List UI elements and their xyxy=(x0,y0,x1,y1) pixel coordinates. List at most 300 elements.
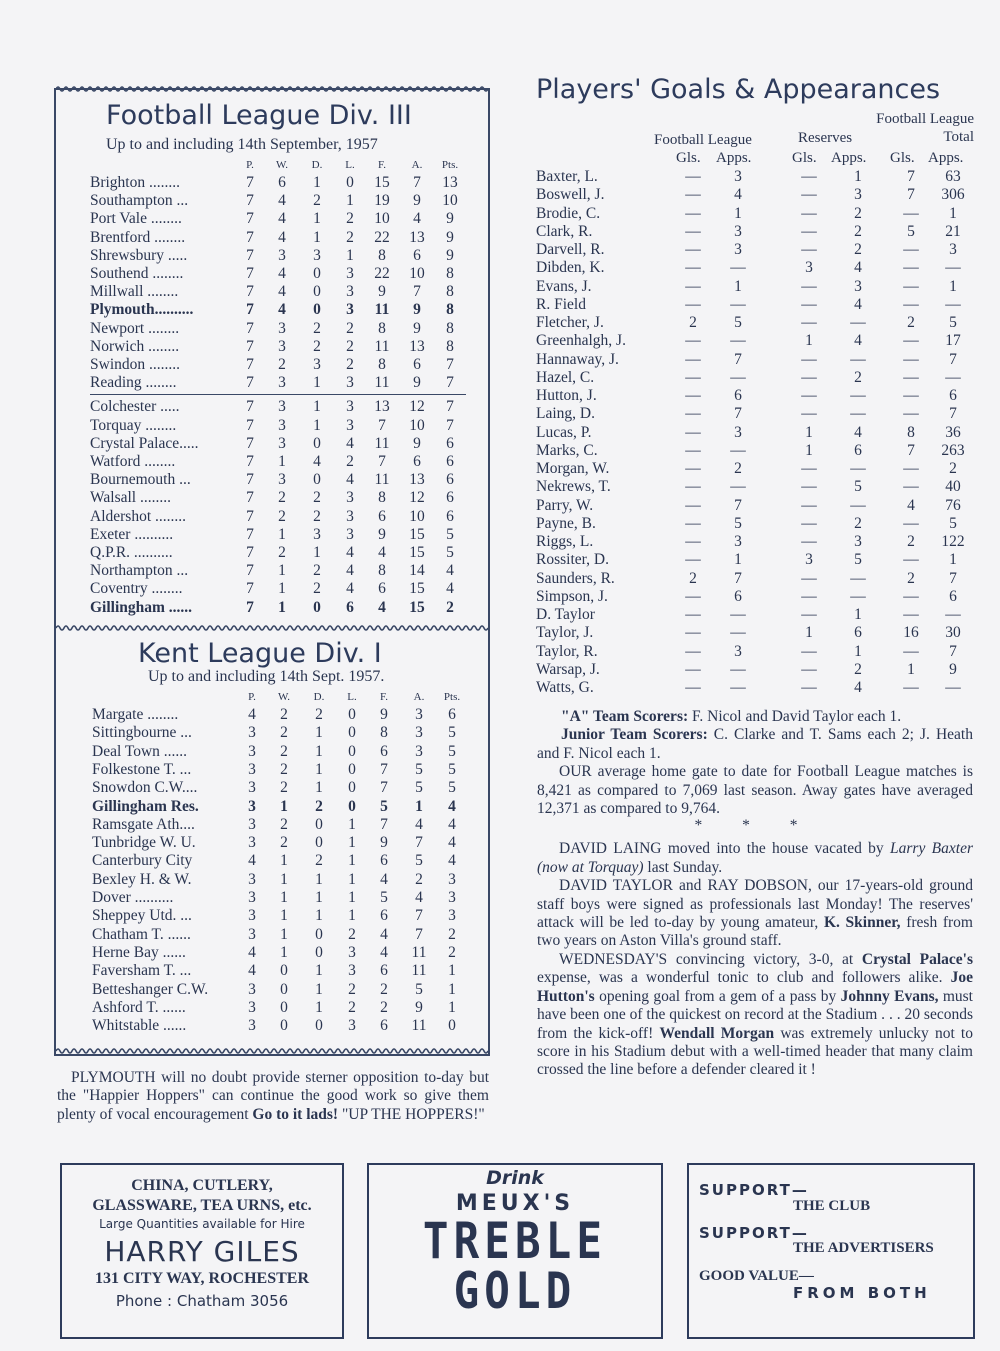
player-name: Clark, R. xyxy=(536,222,593,240)
col-header-d: D. xyxy=(311,159,323,171)
cell-a: 9 xyxy=(413,319,421,337)
cell-w: 2 xyxy=(280,834,288,852)
cell-pts: 4 xyxy=(448,834,456,852)
player-stat: 1 xyxy=(805,423,813,441)
table-row xyxy=(90,320,510,338)
player-stat: — xyxy=(801,204,817,222)
cell-p: 7 xyxy=(246,283,254,301)
cell-d: 0 xyxy=(313,283,321,301)
table-row xyxy=(90,435,510,453)
player-stat: 3 xyxy=(854,277,862,295)
cell-w: 4 xyxy=(278,283,286,301)
player-stat: 1 xyxy=(734,277,742,295)
cell-w: 1 xyxy=(280,943,288,961)
cell-f: 6 xyxy=(380,1017,388,1035)
player-stat: — xyxy=(685,478,701,496)
player-stat: — xyxy=(850,350,866,368)
laing-tail: last Sunday. xyxy=(643,858,723,876)
player-stat: — xyxy=(945,679,961,696)
player-name: Saunders, R. xyxy=(536,569,615,587)
cell-f: 6 xyxy=(378,507,386,525)
cell-f: 4 xyxy=(380,943,388,961)
cell-pts: 0 xyxy=(448,1017,456,1035)
cell-p: 7 xyxy=(246,319,254,337)
player-stat: — xyxy=(685,660,701,678)
cell-pts: 5 xyxy=(446,544,454,561)
player-stat: 122 xyxy=(941,533,965,550)
player-stat: — xyxy=(801,222,817,240)
player-stat: — xyxy=(685,441,701,459)
cell-f: 8 xyxy=(378,489,386,507)
player-stat: 6 xyxy=(854,624,862,642)
cell-d: 2 xyxy=(313,580,321,598)
table-row xyxy=(536,478,976,496)
team-name: Bournemouth ... xyxy=(90,471,191,489)
plymouth-note xyxy=(57,1069,489,1124)
cell-d: 0 xyxy=(315,1017,323,1035)
cell-l: 0 xyxy=(348,779,356,797)
cell-pts: 6 xyxy=(446,507,454,525)
player-stat: 7 xyxy=(907,168,915,185)
player-stat: — xyxy=(685,350,701,368)
taylor-lead: DAVID TAYLOR and RAY DOBSON, xyxy=(559,877,812,895)
player-stat: 40 xyxy=(945,478,961,496)
cell-w: 3 xyxy=(278,434,286,452)
player-stat: 1 xyxy=(854,642,862,660)
cell-p: 3 xyxy=(248,760,256,778)
player-stat: 3 xyxy=(734,423,742,441)
team-name: Deal Town ...... xyxy=(92,742,188,760)
cell-d: 0 xyxy=(315,815,323,833)
player-name: Parry, W. xyxy=(536,496,594,514)
player-stat: — xyxy=(903,587,919,605)
cell-p: 7 xyxy=(246,265,254,282)
table-row xyxy=(90,338,510,356)
table-row xyxy=(536,661,976,679)
cell-a: 9 xyxy=(413,374,421,392)
cell-d: 2 xyxy=(315,852,323,870)
player-stat: 1 xyxy=(854,606,862,623)
cell-l: 0 xyxy=(348,706,356,723)
table-row xyxy=(536,369,976,387)
cell-l: 3 xyxy=(346,525,354,543)
cell-d: 0 xyxy=(315,834,323,852)
cell-l: 1 xyxy=(348,889,356,906)
player-name: Marks, C. xyxy=(536,441,598,459)
cell-w: 2 xyxy=(278,489,286,507)
player-stat: — xyxy=(685,460,701,477)
cell-f: 6 xyxy=(380,962,388,980)
player-stat: 3 xyxy=(805,551,813,569)
player-stat: — xyxy=(801,186,817,204)
player-stat: 5 xyxy=(854,478,862,496)
cell-pts: 2 xyxy=(446,598,454,616)
cell-w: 1 xyxy=(280,870,288,888)
cell-pts: 8 xyxy=(446,265,454,282)
cell-a: 11 xyxy=(411,943,427,961)
cell-l: 2 xyxy=(348,998,356,1016)
player-stat: 3 xyxy=(734,642,742,660)
team-name: Norwich ........ xyxy=(90,337,180,355)
cell-w: 4 xyxy=(278,228,286,246)
team-name: Port Vale ........ xyxy=(90,210,182,228)
player-stat: 1 xyxy=(949,551,957,569)
cell-l: 0 xyxy=(348,760,356,778)
cell-f: 6 xyxy=(378,580,386,598)
stars-divider: * * * xyxy=(694,817,816,835)
cell-f: 6 xyxy=(380,852,388,870)
cell-a: 13 xyxy=(409,228,425,246)
player-stat: — xyxy=(685,679,701,696)
table-row xyxy=(92,743,512,761)
team-name: Reading ........ xyxy=(90,374,177,392)
cell-d: 1 xyxy=(315,998,323,1016)
table-row xyxy=(92,816,512,834)
cell-f: 9 xyxy=(380,834,388,852)
cell-w: 2 xyxy=(278,544,286,561)
cell-d: 3 xyxy=(313,246,321,264)
player-stat: — xyxy=(903,259,919,277)
player-stat: — xyxy=(903,204,919,222)
team-name: Crystal Palace..... xyxy=(90,434,199,452)
table-row xyxy=(536,205,976,223)
cell-d: 0 xyxy=(313,265,321,282)
table-row xyxy=(92,981,512,999)
cell-d: 0 xyxy=(313,471,321,489)
cell-d: 1 xyxy=(315,980,323,998)
player-name: Laing, D. xyxy=(536,405,595,423)
table-row xyxy=(92,1017,512,1035)
player-stat: 63 xyxy=(945,168,961,185)
cell-a: 14 xyxy=(409,562,425,580)
player-stat: — xyxy=(903,332,919,350)
team-name: Betteshanger C.W. xyxy=(92,980,209,998)
gate-text: OUR average home gate to date for Football League matches is 8,421 as compared to 7,069 last season. Away gates have averaged 12,371 as compared to 9,764. xyxy=(537,763,973,818)
support-l6: FROM BOTH xyxy=(793,1284,931,1302)
player-stat: 3 xyxy=(949,241,957,258)
cell-w: 3 xyxy=(278,319,286,337)
cell-p: 7 xyxy=(246,544,254,561)
player-stat: — xyxy=(730,606,746,623)
cell-pts: 2 xyxy=(448,943,456,961)
cell-a: 12 xyxy=(409,489,425,507)
cell-a: 3 xyxy=(415,724,423,742)
col-header-a: A. xyxy=(411,159,423,171)
cell-pts: 3 xyxy=(448,870,456,888)
col-header-w: W. xyxy=(275,159,289,171)
cell-d: 0 xyxy=(313,598,321,616)
cell-a: 11 xyxy=(411,1017,427,1035)
cell-pts: 5 xyxy=(448,724,456,742)
plymouth-text: will no doubt provide sterner opposition to-day but the "Happier Hoppers" can continue the good work so give them plenty of vocal encouragement xyxy=(57,1069,489,1123)
cell-d: 0 xyxy=(315,943,323,961)
cell-p: 7 xyxy=(246,228,254,246)
player-stat: — xyxy=(685,186,701,204)
wed-text-5: was extremely unlucky not to score in his Stadium debut with a well-timed header that many claim crossed the line before a defender cleared it ! xyxy=(537,1024,973,1079)
cell-f: 7 xyxy=(380,760,388,778)
player-name: Payne, B. xyxy=(536,514,596,532)
wed-text-4: must have been one of the quickest on record at the Stadium . . . 20 seconds from the kick-off! xyxy=(537,987,973,1042)
team-name: Exeter .......... xyxy=(90,525,174,543)
cell-l: 1 xyxy=(348,907,356,925)
cell-a: 6 xyxy=(413,356,421,373)
cell-pts: 2 xyxy=(448,925,456,943)
plymouth-cheer: Go to it lads! xyxy=(252,1105,339,1123)
cell-f: 6 xyxy=(380,907,388,925)
football-league-table xyxy=(90,174,490,614)
table-row xyxy=(90,580,510,598)
col-header-p: P. xyxy=(248,691,256,703)
cell-w: 4 xyxy=(278,192,286,210)
cell-f: 8 xyxy=(378,562,386,580)
cell-a: 10 xyxy=(409,507,425,525)
cell-p: 7 xyxy=(246,434,254,452)
player-stat: — xyxy=(903,405,919,423)
cell-a: 6 xyxy=(413,453,421,470)
cell-l: 1 xyxy=(348,815,356,833)
team-name: Canterbury City xyxy=(92,852,193,870)
table-row xyxy=(92,889,512,907)
col-header-l: L. xyxy=(347,691,357,703)
player-stat: — xyxy=(945,259,961,277)
cell-a: 15 xyxy=(409,598,425,616)
player-name: R. Field xyxy=(536,295,586,313)
cell-l: 2 xyxy=(348,980,356,998)
player-stat: 9 xyxy=(949,660,957,678)
cell-pts: 5 xyxy=(448,760,456,778)
players-table xyxy=(536,168,976,703)
table-row xyxy=(90,489,510,507)
team-name: Northampton ... xyxy=(90,562,189,580)
player-name: Taylor, R. xyxy=(536,642,598,660)
table-row xyxy=(536,679,976,697)
team-name: Herne Bay ...... xyxy=(92,943,186,961)
wed-text-2: expense, was a wonderful tonic to club and followers alike. xyxy=(537,969,951,987)
cell-p: 3 xyxy=(248,724,256,742)
player-stat: — xyxy=(903,277,919,295)
cell-a: 4 xyxy=(415,889,423,906)
cell-p: 3 xyxy=(248,907,256,925)
cell-f: 4 xyxy=(378,598,386,616)
player-name: D. Taylor xyxy=(536,606,595,623)
cell-w: 2 xyxy=(280,760,288,778)
cell-l: 3 xyxy=(346,398,354,416)
cell-p: 7 xyxy=(246,580,254,598)
player-stat: 4 xyxy=(734,186,742,204)
table-row xyxy=(90,562,510,580)
table-row xyxy=(536,570,976,588)
cell-d: 1 xyxy=(315,962,323,980)
cell-p: 7 xyxy=(246,453,254,470)
player-stat: — xyxy=(903,606,919,623)
team-name: Watford ........ xyxy=(90,453,176,470)
cell-a: 5 xyxy=(415,852,423,870)
cell-a: 11 xyxy=(411,962,427,980)
cell-l: 1 xyxy=(346,192,354,210)
kent-league-title: Kent League Div. I xyxy=(138,638,382,669)
cell-l: 3 xyxy=(348,1017,356,1035)
cell-w: 2 xyxy=(278,507,286,525)
cell-p: 7 xyxy=(246,489,254,507)
cell-w: 2 xyxy=(280,706,288,723)
cell-w: 2 xyxy=(280,724,288,742)
player-stat: 2 xyxy=(907,314,915,331)
cell-w: 2 xyxy=(280,779,288,797)
cell-d: 0 xyxy=(315,925,323,943)
player-name: Boswell, J. xyxy=(536,186,605,204)
player-stat: — xyxy=(730,660,746,678)
meux-drink: Drink xyxy=(486,1167,544,1189)
wed-bold-3: Johnny Evans, xyxy=(840,987,939,1005)
player-name: Brodie, C. xyxy=(536,204,601,222)
team-name: Whitstable ...... xyxy=(92,1017,187,1035)
cell-f: 8 xyxy=(378,356,386,373)
cell-a: 7 xyxy=(415,925,423,943)
col-header-l: L. xyxy=(345,159,355,171)
player-stat: — xyxy=(685,259,701,277)
player-stat: 7 xyxy=(734,405,742,423)
support-l3: SUPPORT— xyxy=(699,1224,809,1242)
cell-f: 2 xyxy=(380,980,388,998)
player-stat: 4 xyxy=(854,295,862,313)
cell-d: 1 xyxy=(315,742,323,760)
player-name: Fletcher, J. xyxy=(536,314,604,331)
team-name: Sittingbourne ... xyxy=(92,724,192,742)
player-stat: — xyxy=(801,660,817,678)
player-stat: 6 xyxy=(854,441,862,459)
cell-a: 12 xyxy=(409,398,425,416)
player-stat: — xyxy=(903,642,919,660)
player-stat: 6 xyxy=(949,587,957,605)
cell-a: 15 xyxy=(409,544,425,561)
cell-p: 3 xyxy=(248,815,256,833)
league-tables-box xyxy=(54,88,490,1056)
col-group-total: Football League Total xyxy=(876,111,974,145)
player-stat: — xyxy=(903,514,919,532)
sub-apps-3: Apps. xyxy=(928,150,964,166)
cell-l: 3 xyxy=(346,374,354,392)
team-name: Snowdon C.W.... xyxy=(92,779,198,797)
cell-p: 3 xyxy=(248,742,256,760)
player-stat: — xyxy=(903,387,919,404)
cell-l: 3 xyxy=(346,416,354,434)
cell-p: 7 xyxy=(246,301,254,319)
player-stat: — xyxy=(801,350,817,368)
player-stat: 7 xyxy=(907,186,915,204)
cell-pts: 8 xyxy=(446,319,454,337)
cell-pts: 6 xyxy=(446,471,454,489)
player-stat: — xyxy=(801,478,817,496)
cell-l: 3 xyxy=(348,943,356,961)
player-stat: — xyxy=(685,368,701,386)
cell-d: 2 xyxy=(313,192,321,210)
team-name: Faversham T. ... xyxy=(92,962,192,980)
cell-d: 1 xyxy=(313,374,321,392)
cell-f: 4 xyxy=(378,544,386,561)
table-row xyxy=(90,526,510,544)
table-row xyxy=(92,724,512,742)
table-row xyxy=(90,229,510,247)
cell-pts: 8 xyxy=(446,301,454,319)
table-row xyxy=(536,259,976,277)
table-row xyxy=(90,471,510,489)
team-name: Gillingham Res. xyxy=(92,797,199,815)
player-stat: 4 xyxy=(854,423,862,441)
cell-f: 5 xyxy=(380,889,388,906)
cell-d: 2 xyxy=(315,797,323,815)
player-stat: 2 xyxy=(689,314,697,331)
team-name: Walsall ........ xyxy=(90,489,171,507)
cell-f: 6 xyxy=(380,742,388,760)
player-stat: — xyxy=(945,368,961,386)
table-row xyxy=(90,174,510,192)
table-row xyxy=(92,834,512,852)
player-stat: — xyxy=(801,314,817,331)
cell-w: 1 xyxy=(280,852,288,870)
player-stat: — xyxy=(685,332,701,350)
cell-d: 1 xyxy=(315,870,323,888)
giles-line-3: Large Quantities available for Hire xyxy=(99,1217,305,1231)
cell-f: 5 xyxy=(380,797,388,815)
player-name: Simpson, J. xyxy=(536,587,608,605)
cell-d: 1 xyxy=(315,907,323,925)
player-name: Greenhalgh, J. xyxy=(536,332,626,350)
table-row xyxy=(90,417,510,435)
cell-f: 11 xyxy=(374,434,390,452)
team-name: Tunbridge W. U. xyxy=(92,834,196,852)
table-row xyxy=(92,798,512,816)
player-stat: 21 xyxy=(945,222,961,240)
cell-pts: 7 xyxy=(446,356,454,373)
table-row xyxy=(90,247,510,265)
cell-pts: 9 xyxy=(446,246,454,264)
cell-pts: 4 xyxy=(448,815,456,833)
player-stat: — xyxy=(685,204,701,222)
table-row xyxy=(536,424,976,442)
sub-gls-3: Gls. xyxy=(890,150,915,166)
table-row xyxy=(92,944,512,962)
meux-brand: MEUX'S xyxy=(455,1191,575,1216)
cell-pts: 4 xyxy=(448,797,456,815)
cell-d: 2 xyxy=(313,562,321,580)
player-stat: — xyxy=(685,533,701,550)
cell-pts: 4 xyxy=(446,562,454,580)
table-row xyxy=(90,544,510,562)
player-stat: — xyxy=(730,624,746,642)
cell-w: 1 xyxy=(278,562,286,580)
laing-ital: Larry Baxter (now at Torquay) xyxy=(537,840,973,876)
player-stat: — xyxy=(850,387,866,404)
player-stat: — xyxy=(801,405,817,423)
player-stat: — xyxy=(685,222,701,240)
col-header-f: F. xyxy=(380,691,388,703)
cell-l: 3 xyxy=(346,265,354,282)
player-stat: 8 xyxy=(907,423,915,441)
player-name: Baxter, L. xyxy=(536,168,598,185)
cell-d: 3 xyxy=(313,525,321,543)
wavy-border-top xyxy=(56,85,488,93)
player-stat: — xyxy=(801,587,817,605)
cell-f: 8 xyxy=(380,724,388,742)
player-stat: 3 xyxy=(734,241,742,258)
cell-w: 4 xyxy=(278,210,286,228)
cell-w: 4 xyxy=(278,301,286,319)
cell-f: 8 xyxy=(378,319,386,337)
cell-l: 0 xyxy=(348,797,356,815)
cell-pts: 1 xyxy=(448,980,456,998)
cell-d: 1 xyxy=(315,889,323,906)
cell-pts: 5 xyxy=(446,525,454,543)
